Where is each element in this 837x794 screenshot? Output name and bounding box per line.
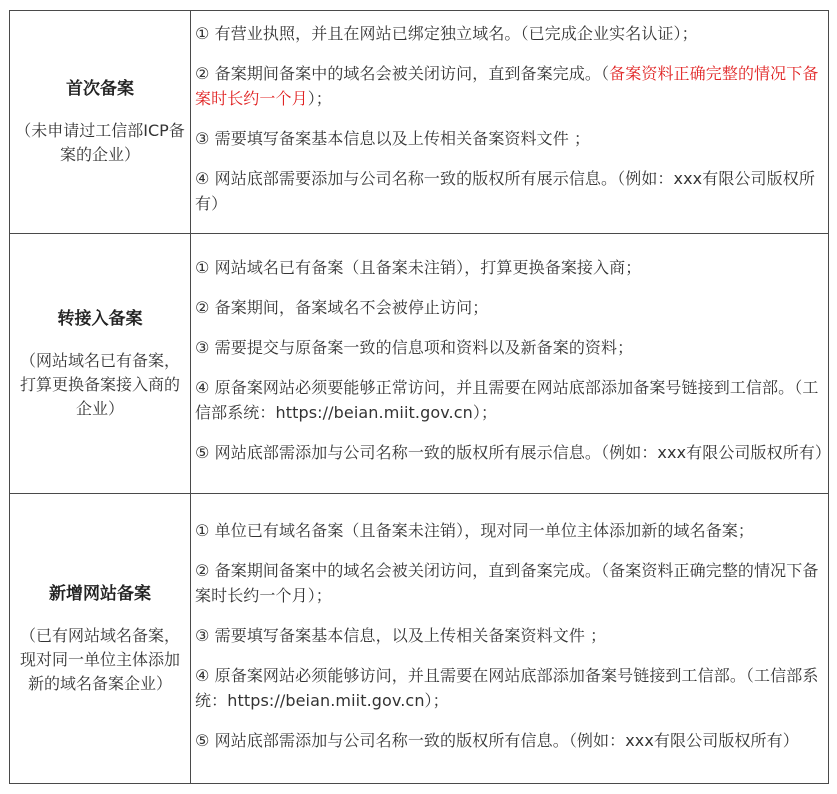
list-item: ② 备案期间，备案域名不会被停止访问； [195,298,489,317]
list-item: ④ 网站底部需要添加与公司名称一致的版权所有展示信息。（例如：xxx有限公司版权所有） [195,169,815,213]
table-row [10,494,829,784]
row-description: （已有网站域名备案，现对同一单位主体添加新的域名备案企业） [19,625,180,693]
list-item: ⑤ 网站底部需添加与公司名称一致的版权所有展示信息。（例如：xxx有限公司版权所有） [195,443,832,462]
list-item: ⑤ 网站底部需添加与公司名称一致的版权所有信息。（例如：xxx有限公司版权所有） [195,730,799,750]
list-item: ② 备案期间备案中的域名会被关闭访问，直到备案完成。（备案资料正确完整的情况下备案时长约一个月）； [195,64,819,108]
list-item: ④ 原备案网站必须能够访问，并且需要在网站底部添加备案号链接到工信部。（工信部系统：https://beian.miit.gov.cn）； [195,665,819,710]
list-item: ① 网站域名已有备案（且备案未注销），打算更换备案接入商； [195,258,642,277]
list-item: ② 备案期间备案中的域名会被关闭访问，直到备案完成。（备案资料正确完整的情况下备案时长约一个月）； [195,560,819,605]
list-item: ③ 需要提交与原备案一致的信息项和资料以及新备案的资料； [195,338,634,357]
highlight-text: 备案资料正确完整的情况下备案时长约一个月 [195,64,819,108]
row-label-cell [10,494,191,784]
row-label-cell [10,234,191,494]
list-item: ① 单位已有域名备案（且备案未注销），现对同一单位主体添加新的域名备案； [195,520,755,540]
row-description: （未申请过工信部ICP备案的企业） [15,121,185,164]
list-item: ③ 需要填写备案基本信息以及上传相关备案资料文件 ； [195,129,591,148]
row-content-cell [191,234,832,494]
list-item: ③ 需要填写备案基本信息，以及上传相关备案资料文件 ； [195,625,607,645]
row-title: 转接入备案 [57,308,143,329]
table-row [10,234,829,494]
row-title: 首次备案 [66,79,134,99]
filing-types-table [9,10,832,784]
list-item: ① 有营业执照，并且在网站已绑定独立域名。（已完成企业实名认证）； [195,24,698,43]
list-item: ④ 原备案网站必须要能够正常访问，并且需要在网站底部添加备案号链接到工信部。（工信部系统：https://beian.miit.gov.cn）； [195,378,819,422]
table-row [10,11,829,234]
row-description: （网站域名已有备案，打算更换备案接入商的企业） [19,350,180,418]
row-content-cell [191,494,829,784]
row-title: 新增网站备案 [49,583,151,604]
row-label-cell [10,11,191,234]
row-content-cell [191,11,829,234]
